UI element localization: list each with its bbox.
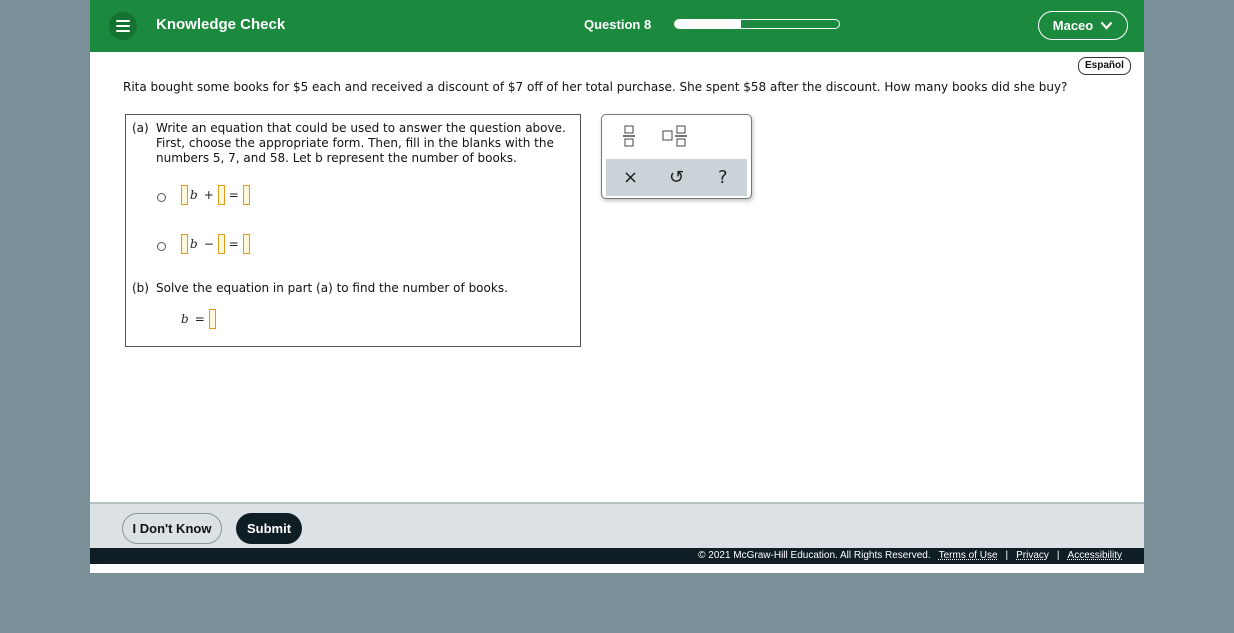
equation-minus-template — [181, 234, 250, 254]
submit-button[interactable]: Submit — [236, 513, 302, 544]
option-plus-radio[interactable] — [157, 193, 166, 202]
language-toggle-button[interactable]: Español — [1078, 57, 1131, 75]
blank-input[interactable] — [181, 234, 188, 254]
equals-sign: = — [194, 312, 205, 326]
separator: | — [1056, 550, 1060, 561]
part-b-tag: (b) — [132, 281, 149, 295]
equals-sign: = — [228, 237, 239, 251]
progress-bar-fill — [675, 20, 741, 28]
blank-input[interactable] — [218, 185, 225, 205]
fraction-icon[interactable] — [622, 124, 636, 148]
answer-input[interactable] — [209, 309, 216, 329]
legal-footer — [90, 548, 1144, 564]
user-name: Maceo — [1052, 18, 1094, 33]
clear-icon[interactable]: × — [623, 167, 639, 188]
separator: | — [1005, 550, 1009, 561]
chevron-down-icon — [1100, 21, 1113, 30]
question-text: Rita bought some books for $5 each and received a discount of $7 off of her total purchase. She spent $58 after the discount. How many books did she buy? — [123, 80, 1068, 94]
variable-b: b — [181, 312, 189, 326]
terms-of-use-link[interactable]: Terms of Use — [938, 550, 998, 561]
part-b — [132, 281, 572, 296]
app-title: Knowledge Check — [156, 16, 286, 33]
toolbox-actions — [606, 159, 747, 196]
plus-operator: + — [203, 188, 214, 202]
variable-b: b — [190, 237, 198, 251]
blank-input[interactable] — [218, 234, 225, 254]
top-bar — [90, 0, 1144, 52]
i-dont-know-button[interactable]: I Don't Know — [122, 513, 222, 544]
blank-input[interactable] — [243, 185, 250, 205]
part-a — [132, 121, 572, 166]
answer-box — [125, 114, 581, 347]
help-icon[interactable]: ? — [718, 167, 728, 188]
question-number: Question 8 — [584, 17, 652, 32]
hamburger-menu-icon[interactable] — [109, 12, 137, 40]
app-frame — [90, 0, 1144, 573]
minus-operator: − — [203, 237, 214, 251]
footer-bar — [90, 502, 1144, 548]
progress-bar — [674, 19, 840, 29]
mixed-number-icon[interactable] — [662, 124, 688, 148]
answer-equation — [179, 309, 216, 329]
equation-plus-template — [181, 185, 250, 205]
blank-input[interactable] — [181, 185, 188, 205]
blank-input[interactable] — [243, 234, 250, 254]
option-minus-radio[interactable] — [157, 242, 166, 251]
user-menu-button[interactable] — [1038, 11, 1128, 40]
part-a-instructions: Write an equation that could be used to answer the question above. First, choose the appropriate form. Then, fill in the blanks with the numbers 5, 7, and 58. Let b represent the number of books. — [156, 121, 566, 165]
privacy-link[interactable]: Privacy — [1016, 550, 1049, 561]
math-toolbox — [601, 114, 752, 199]
equals-sign: = — [228, 188, 239, 202]
part-a-tag: (a) — [132, 121, 149, 135]
variable-b: b — [190, 188, 198, 202]
copyright-text: © 2021 McGraw-Hill Education. All Rights Reserved. — [698, 550, 931, 561]
undo-icon[interactable]: ↺ — [669, 167, 685, 188]
part-b-instructions: Solve the equation in part (a) to find the number of books. — [156, 281, 508, 295]
accessibility-link[interactable]: Accessibility — [1067, 550, 1122, 561]
